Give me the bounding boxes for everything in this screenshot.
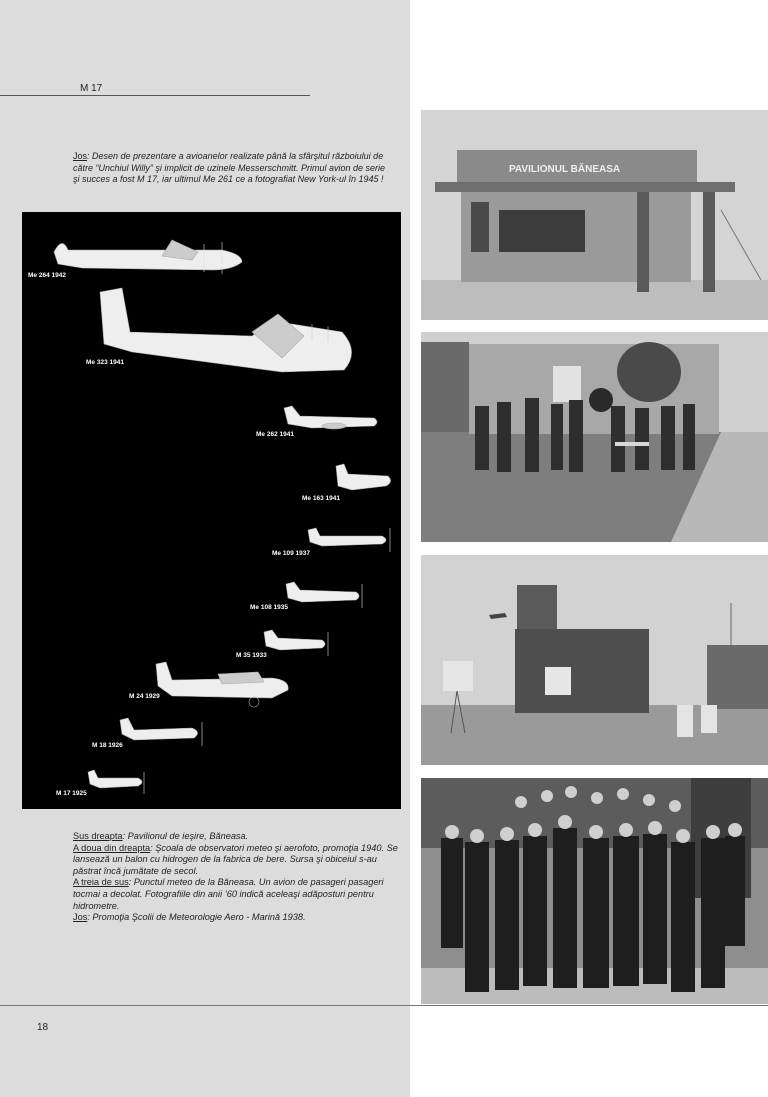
plane-m24 — [156, 662, 288, 707]
photo-graduating-class — [421, 778, 768, 1004]
caption-bottom — [73, 831, 398, 924]
photo-weather-station — [421, 555, 768, 765]
caption-label: A treia de sus — [73, 877, 129, 888]
plane-me109 — [308, 528, 390, 552]
caption-text: : Punctul meteo de la Băneasa. Un avion de pasageri pasageri tocmai a decolat. Fotografiile din anii ’60 indică aceleaşi adăposturi pentru hidrometre. — [73, 877, 384, 911]
aircraft-label: M 17 1925 — [56, 790, 87, 797]
caption-label: A doua din dreapta — [73, 842, 151, 853]
header-rule — [0, 95, 310, 96]
plane-me163 — [336, 464, 391, 490]
aircraft-label: Me 262 1941 — [256, 431, 294, 438]
caption-label: Sus dreapta — [73, 831, 123, 841]
page-number: 18 — [37, 1022, 49, 1033]
aircraft-label: Me 163 1941 — [302, 495, 340, 502]
building-sign: PAVILIONUL BĂNEASA — [509, 164, 621, 175]
aircraft-label: Me 109 1937 — [272, 550, 310, 557]
aircraft-drawing-panel — [22, 212, 401, 809]
section-label: M 17 — [80, 83, 103, 94]
caption-text: : Pavilionul de ieşire, Băneasa. — [122, 831, 249, 841]
plane-me108 — [286, 582, 362, 608]
caption-top-text: : Desen de prezentare a avioanelor realizate până la sfârşitul războiului de către “Unchiul Willy” şi implicit de uzinele Messerschmitt. Primul avion de serie şi succes a fost M 17, iar ultimul Me 261 ce a fotografiat New York-ul în 1945 ! — [73, 151, 386, 184]
plane-me262 — [284, 406, 377, 429]
photo-balloon-launch — [421, 332, 768, 542]
plane-me323 — [100, 288, 352, 372]
aircraft-label: Me 323 1941 — [86, 359, 124, 366]
caption-paragraph — [73, 831, 398, 843]
plane-m35 — [264, 630, 328, 656]
aircraft-label: Me 264 1942 — [28, 272, 66, 279]
caption-top — [73, 151, 391, 186]
caption-paragraph — [73, 877, 398, 912]
plane-m18 — [120, 718, 202, 746]
aircraft-label: M 35 1933 — [236, 652, 267, 659]
caption-label: Jos — [73, 912, 88, 923]
plane-m17 — [88, 770, 144, 794]
photo-exit-pavilion — [421, 110, 768, 320]
aircraft-label: Me 108 1935 — [250, 604, 288, 611]
caption-top-label: Jos — [73, 151, 88, 161]
aircraft-label: M 18 1926 — [92, 742, 123, 749]
caption-paragraph — [73, 843, 398, 878]
plane-me264 — [54, 240, 242, 274]
aircraft-silhouettes — [22, 212, 401, 809]
aircraft-label: M 24 1929 — [129, 693, 160, 700]
caption-text: : Promoţia Şcolii de Meteorologie Aero - Marină 1938. — [87, 912, 306, 923]
caption-text: : Şcoala de observatori meteo şi aerofoto, promoţia 1940. Se lansează un balon cu hidrogen de la fabrica de bere. Sursa şi obiceiul s-au păstrat încă jumătate de secol. — [73, 842, 398, 876]
caption-paragraph — [73, 912, 398, 924]
footer-rule — [0, 1005, 768, 1006]
